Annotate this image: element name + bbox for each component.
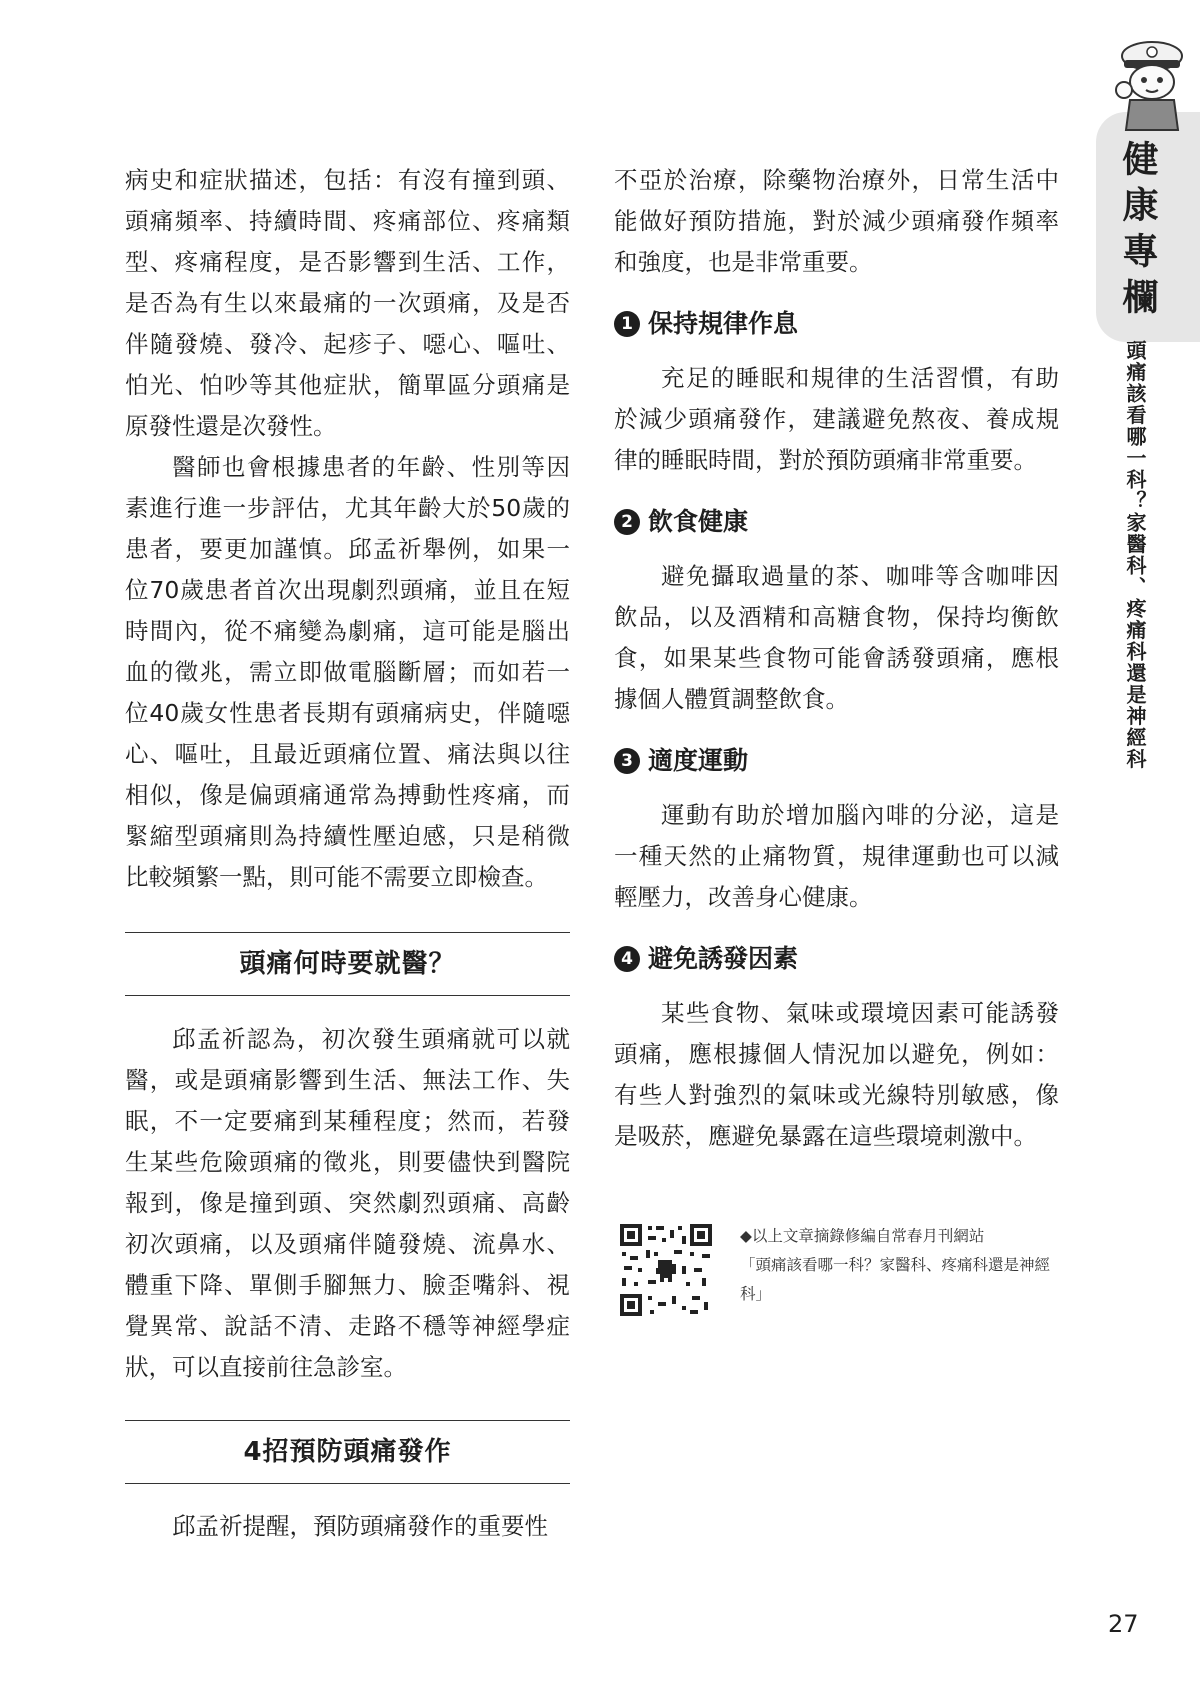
tip-title: 避免誘發因素 bbox=[648, 944, 799, 973]
tip-heading bbox=[614, 303, 1059, 344]
police-mascot-icon bbox=[1110, 38, 1190, 138]
number-badge-icon: 1 bbox=[614, 311, 640, 337]
section-heading: 頭痛何時要就醫？ bbox=[125, 932, 570, 996]
paragraph: 避免攝取過量的茶、咖啡等含咖啡因飲品，以及酒精和高糖食物，保持均衡飲食，如果某些食物可能會誘發頭痛，應根據個人體質調整飲食。 bbox=[614, 562, 1059, 713]
paragraph: 邱孟祈提醒，預防頭痛發作的重要性 bbox=[172, 1512, 548, 1540]
tip-title: 適度運動 bbox=[648, 746, 749, 775]
left-column bbox=[125, 160, 570, 1547]
source-note bbox=[740, 1222, 1060, 1309]
tip-heading bbox=[614, 938, 1059, 979]
tip-title: 飲食健康 bbox=[648, 507, 749, 536]
tip-title: 保持規律作息 bbox=[648, 309, 799, 338]
right-column bbox=[614, 160, 1059, 1157]
tip-heading bbox=[614, 501, 1059, 542]
tip-heading bbox=[614, 740, 1059, 781]
qr-code-icon[interactable] bbox=[618, 1222, 714, 1318]
page-number: 27 bbox=[1108, 1610, 1139, 1638]
column-title: 健康專欄 bbox=[1117, 140, 1159, 324]
paragraph: 充足的睡眠和規律的生活習慣，有助於減少頭痛發作，建議避免熬夜、養成規律的睡眠時間，對於預防頭痛非常重要。 bbox=[614, 364, 1059, 474]
paragraph: 不亞於治療，除藥物治療外，日常生活中能做好預防措施，對於減少頭痛發作頻率和強度，也是非常重要。 bbox=[614, 166, 1059, 276]
number-badge-icon: 2 bbox=[614, 509, 640, 535]
paragraph: 某些食物、氣味或環境因素可能誘發頭痛，應根據個人情況加以避免，例如：有些人對強烈的氣味或光線特別敏感，像是吸菸，應避免暴露在這些環境刺激中。 bbox=[614, 999, 1059, 1150]
source-line: ◆以上文章摘錄修編自常春月刊網站 bbox=[740, 1227, 985, 1245]
paragraph: 邱孟祈認為，初次發生頭痛就可以就醫，或是頭痛影響到生活、無法工作、失眠，不一定要痛到某種程度；然而，若發生某些危險頭痛的徵兆，則要儘快到醫院報到，像是撞到頭、突然劇烈頭痛、高齡初次頭痛，以及頭痛伴隨發燒、流鼻水、體重下降、單側手腳無力、臉歪嘴斜、視覺異常、說話不清、走路不穩等神經學症狀，可以直接前往急診室。 bbox=[125, 1025, 570, 1381]
number-badge-icon: 3 bbox=[614, 748, 640, 774]
paragraph: 醫師也會根據患者的年齡、性別等因素進行進一步評估，尤其年齡大於50歲的患者，要更加謹慎。邱孟祈舉例，如果一位70歲患者首次出現劇烈頭痛，並且在短時間內，從不痛變為劇痛，這可能是腦出血的徵兆，需立即做電腦斷層；而如若一位40歲女性患者長期有頭痛病史，伴隨噁心、嘔吐，且最近頭痛位置、痛法與以往相似，像是偏頭痛通常為搏動性疼痛，而緊縮型頭痛則為持續性壓迫感，只是稍微比較頻繁一點，則可能不需要立即檢查。 bbox=[125, 453, 570, 891]
article-title: 頭痛該看哪一科？家醫科、疼痛科還是神經科 bbox=[1123, 340, 1147, 770]
source-link[interactable]: 「頭痛該看哪一科？家醫科、疼痛科還是神經科」 bbox=[740, 1256, 1051, 1303]
number-badge-icon: 4 bbox=[614, 946, 640, 972]
section-heading: 4招預防頭痛發作 bbox=[125, 1420, 570, 1484]
paragraph: 病史和症狀描述，包括：有沒有撞到頭、頭痛頻率、持續時間、疼痛部位、疼痛類型、疼痛程度，是否影響到生活、工作，是否為有生以來最痛的一次頭痛，及是否伴隨發燒、發冷、起疹子、噁心、嘔吐、怕光、怕吵等其他症狀，簡單區分頭痛是原發性還是次發性。 bbox=[125, 166, 570, 440]
paragraph: 運動有助於增加腦內啡的分泌，這是一種天然的止痛物質，規律運動也可以減輕壓力，改善身心健康。 bbox=[614, 801, 1059, 911]
